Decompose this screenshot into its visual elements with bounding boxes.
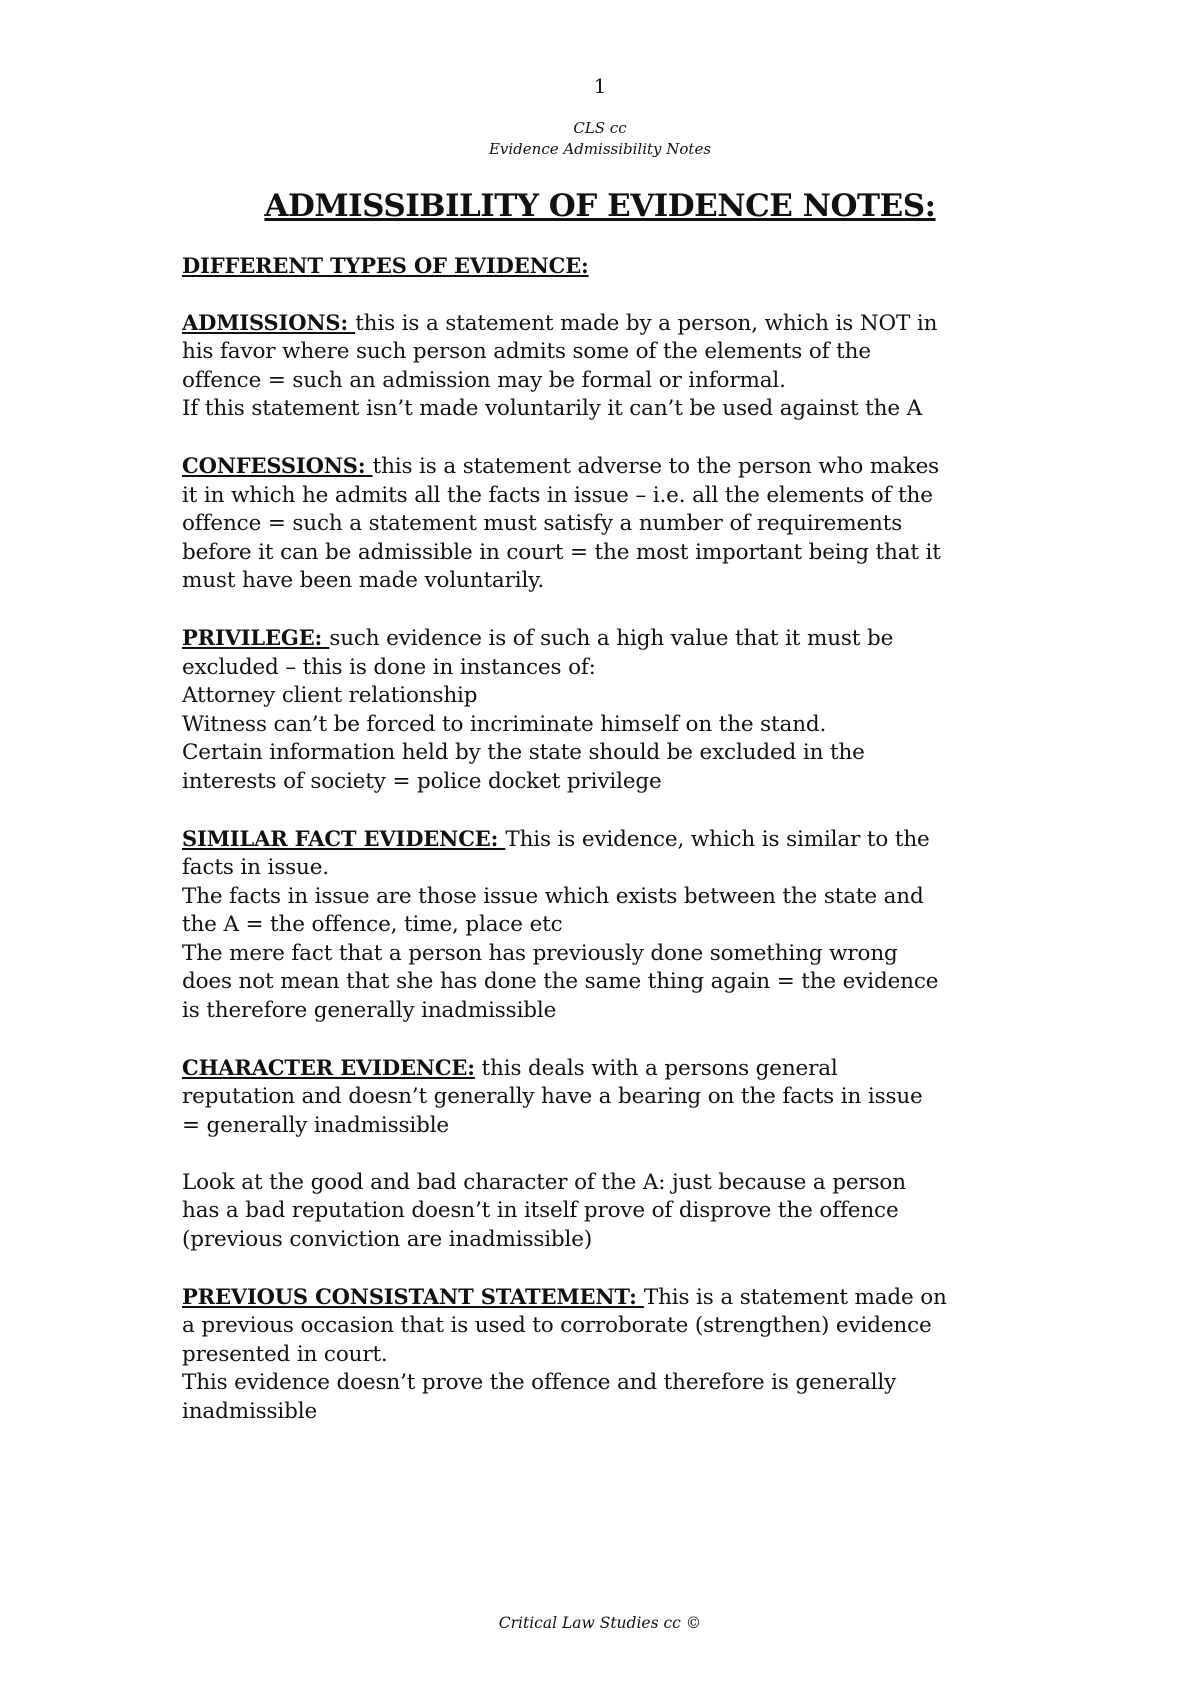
paragraph-line: before it can be admissible in court = the most important being that it — [182, 539, 941, 565]
paragraph-line: is therefore generally inadmissible — [182, 997, 557, 1023]
running-header — [0, 118, 1200, 160]
paragraph-line: CHARACTER EVIDENCE: this deals with a persons general — [182, 1054, 838, 1081]
header-company: CLS cc — [573, 119, 627, 137]
paragraph-line: offence = such a statement must satisfy a number of requirements — [182, 511, 903, 536]
paragraph-line: interests of society = police docket privilege — [182, 768, 662, 794]
paragraph-line: Witness can’t be forced to incriminate himself on the stand. — [182, 711, 827, 737]
section-character-evidence — [182, 1054, 1112, 1141]
paragraph-line: it in which he admits all the facts in issue – i.e. all the elements of the — [182, 482, 933, 508]
paragraph-line: ADMISSIONS: this is a statement made by a person, which is NOT in — [182, 309, 938, 336]
section-similar-fact-evidence — [182, 825, 1112, 1026]
document-body — [182, 252, 1112, 1455]
page-footer: Critical Law Studies cc © — [498, 1614, 702, 1632]
section-previous-consistant-statement — [182, 1283, 1112, 1427]
paragraph-line: presented in court. — [182, 1341, 388, 1367]
term-character-evidence: CHARACTER EVIDENCE: — [182, 1054, 475, 1080]
paragraph-line: does not mean that she has done the same thing again = the evidence — [182, 969, 939, 994]
paragraph-line: SIMILAR FACT EVIDENCE: This is evidence, which is similar to the — [182, 825, 930, 852]
paragraph-line: If this statement isn’t made voluntarily it can’t be used against the A — [182, 396, 922, 421]
section-confessions — [182, 452, 1112, 596]
paragraph-line: has a bad reputation doesn’t in itself prove of disprove the offence — [182, 1198, 899, 1223]
paragraph-line: excluded – this is done in instances of: — [182, 654, 596, 680]
paragraph-line: PREVIOUS CONSISTANT STATEMENT: This is a statement made on — [182, 1283, 947, 1310]
paragraph-line: Certain information held by the state should be excluded in the — [182, 740, 865, 765]
paragraph-line: his favor where such person admits some of the elements of the — [182, 339, 871, 364]
paragraph-line: inadmissible — [182, 1398, 318, 1424]
paragraph-line: (previous conviction are inadmissible) — [182, 1226, 593, 1252]
paragraph-line: This evidence doesn’t prove the offence and therefore is generally — [182, 1370, 897, 1395]
header-document-name: Evidence Admissibility Notes — [488, 140, 712, 158]
paragraph-line: the A = the offence, time, place etc — [182, 912, 563, 937]
term-privilege: PRIVILEGE: — [182, 625, 330, 650]
term-admissions: ADMISSIONS: — [182, 309, 356, 335]
paragraph-line: reputation and doesn’t generally have a bearing on the facts in issue — [182, 1084, 923, 1109]
term-previous-consistant-statement: PREVIOUS CONSISTANT STATEMENT: — [182, 1283, 644, 1309]
section-admissions — [182, 309, 1112, 424]
section-character-note — [182, 1169, 1112, 1255]
document-title: ADMISSIBILITY OF EVIDENCE NOTES: — [264, 188, 936, 224]
paragraph-line: offence = such an admission may be formal or informal. — [182, 367, 786, 393]
term-similar-fact-evidence: SIMILAR FACT EVIDENCE: — [182, 825, 506, 851]
paragraph-line: facts in issue. — [182, 855, 329, 880]
paragraph-line: The facts in issue are those issue which exists between the state and — [182, 883, 924, 909]
paragraph-line: Look at the good and bad character of the A: just because a person — [182, 1169, 906, 1195]
paragraph-line: CONFESSIONS: this is a statement adverse to the person who makes — [182, 453, 940, 479]
page-number: 1 — [593, 74, 607, 98]
paragraph-line: must have been made voluntarily. — [182, 568, 545, 593]
paragraph-line: a previous occasion that is used to corroborate (strengthen) evidence — [182, 1313, 932, 1338]
paragraph-line: The mere fact that a person has previously done something wrong — [182, 940, 898, 966]
term-confessions: CONFESSIONS: — [182, 453, 373, 478]
section-subheading: DIFFERENT TYPES OF EVIDENCE: — [182, 253, 589, 278]
paragraph-line: = generally inadmissible — [182, 1112, 450, 1138]
section-privilege — [182, 624, 1112, 796]
paragraph-line: Attorney client relationship — [182, 683, 478, 708]
paragraph-line: PRIVILEGE: such evidence is of such a high value that it must be — [182, 625, 894, 651]
